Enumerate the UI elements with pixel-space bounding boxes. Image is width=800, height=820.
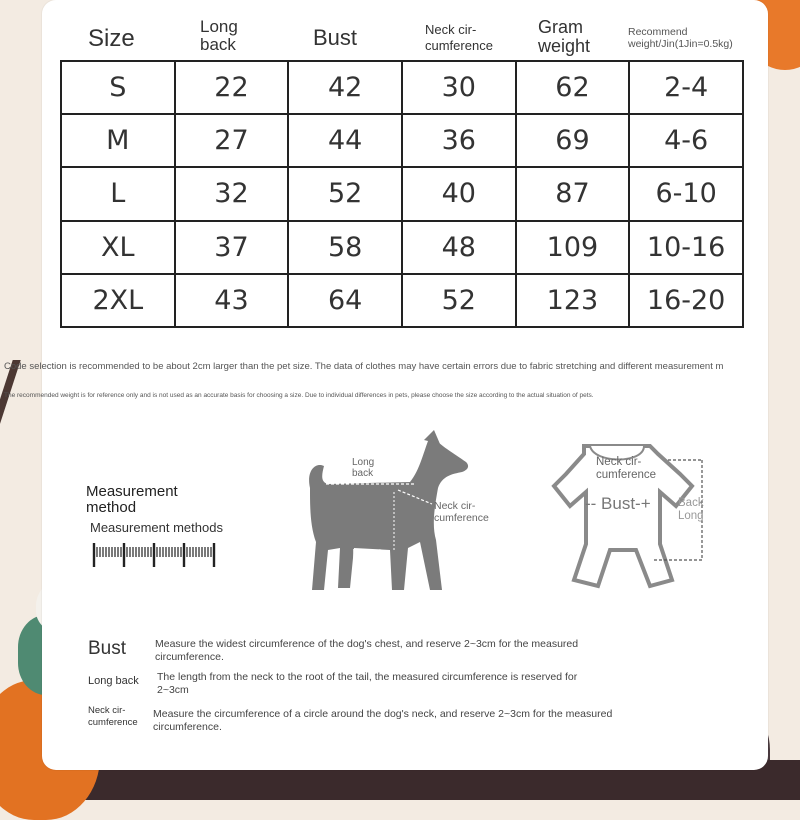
header-neck: Neck cir- cumference [425, 22, 493, 53]
value-cell: 2-4 [629, 61, 743, 114]
table-row [61, 114, 743, 167]
value-cell: 27 [175, 114, 289, 167]
table-row [61, 221, 743, 274]
value-cell: 6-10 [629, 167, 743, 220]
definition-label-long-back: Long back [88, 675, 139, 687]
size-cell: L [61, 167, 175, 220]
size-table [60, 60, 744, 328]
measurement-subtitle: Measurement methods [90, 520, 223, 535]
value-cell: 22 [175, 61, 289, 114]
value-cell: 123 [516, 274, 630, 327]
value-cell: 44 [288, 114, 402, 167]
header-recommend-weight: Recommend weight/Jin(1Jin=0.5kg) [628, 26, 733, 51]
dog-bust-label: Bust [352, 546, 383, 563]
value-cell: 42 [288, 61, 402, 114]
size-note: Code selection is recommended to be about 2cm larger than the pet size. The data of clothes may have certain errors due to fabric stretching and different measurement m [4, 361, 724, 372]
weight-note: The recommended weight is for reference only and is not used as an accurate basis for choosing a size. Due to individual differences in pets, please choose the size according to the actual situation of pets. [4, 392, 594, 399]
table-row [61, 61, 743, 114]
value-cell: 69 [516, 114, 630, 167]
table-row [61, 167, 743, 220]
size-cell: M [61, 114, 175, 167]
shirt-neck-label: Neck cir- cumference [596, 456, 657, 481]
shirt-back-long-label: Back Long [678, 497, 704, 522]
definition-label-neck: Neck cir- cumference [88, 705, 138, 729]
value-cell: 40 [402, 167, 516, 220]
value-cell: 32 [175, 167, 289, 220]
table-row [61, 274, 743, 327]
header-long-back: Long back [200, 17, 238, 54]
shirt-bust-label: -- Bust-+ [585, 494, 651, 513]
dog-neck-label: Neck cir- cumference [434, 500, 489, 524]
value-cell: 30 [402, 61, 516, 114]
header-gram-weight: Gram weight [538, 17, 591, 56]
value-cell: 43 [175, 274, 289, 327]
size-cell: 2XL [61, 274, 175, 327]
size-cell: XL [61, 221, 175, 274]
value-cell: 48 [402, 221, 516, 274]
value-cell: 52 [288, 167, 402, 220]
value-cell: 52 [402, 274, 516, 327]
definition-text-long-back: The length from the neck to the root of the tail, the measured circumference is reserved for 2~3cm [157, 671, 578, 696]
value-cell: 10-16 [629, 221, 743, 274]
header-size: Size [88, 25, 135, 52]
value-cell: 58 [288, 221, 402, 274]
value-cell: 4-6 [629, 114, 743, 167]
definition-label-bust: Bust [88, 638, 127, 659]
value-cell: 87 [516, 167, 630, 220]
value-cell: 16-20 [629, 274, 743, 327]
size-cell: S [61, 61, 175, 114]
definition-text-bust: Measure the widest circumference of the dog's chest, and reserve 2~3cm for the measured circumference. [155, 638, 579, 663]
value-cell: 62 [516, 61, 630, 114]
value-cell: 109 [516, 221, 630, 274]
dog-long-back-label: Long back [352, 457, 375, 479]
measurement-title: Measurement method [86, 483, 178, 516]
value-cell: 64 [288, 274, 402, 327]
definition-text-neck: Measure the circumference of a circle around the dog's neck, and reserve 2~3cm for the measured circumference. [153, 708, 613, 733]
ruler-icon [92, 541, 220, 569]
value-cell: 37 [175, 221, 289, 274]
value-cell: 36 [402, 114, 516, 167]
header-bust: Bust [313, 25, 358, 50]
